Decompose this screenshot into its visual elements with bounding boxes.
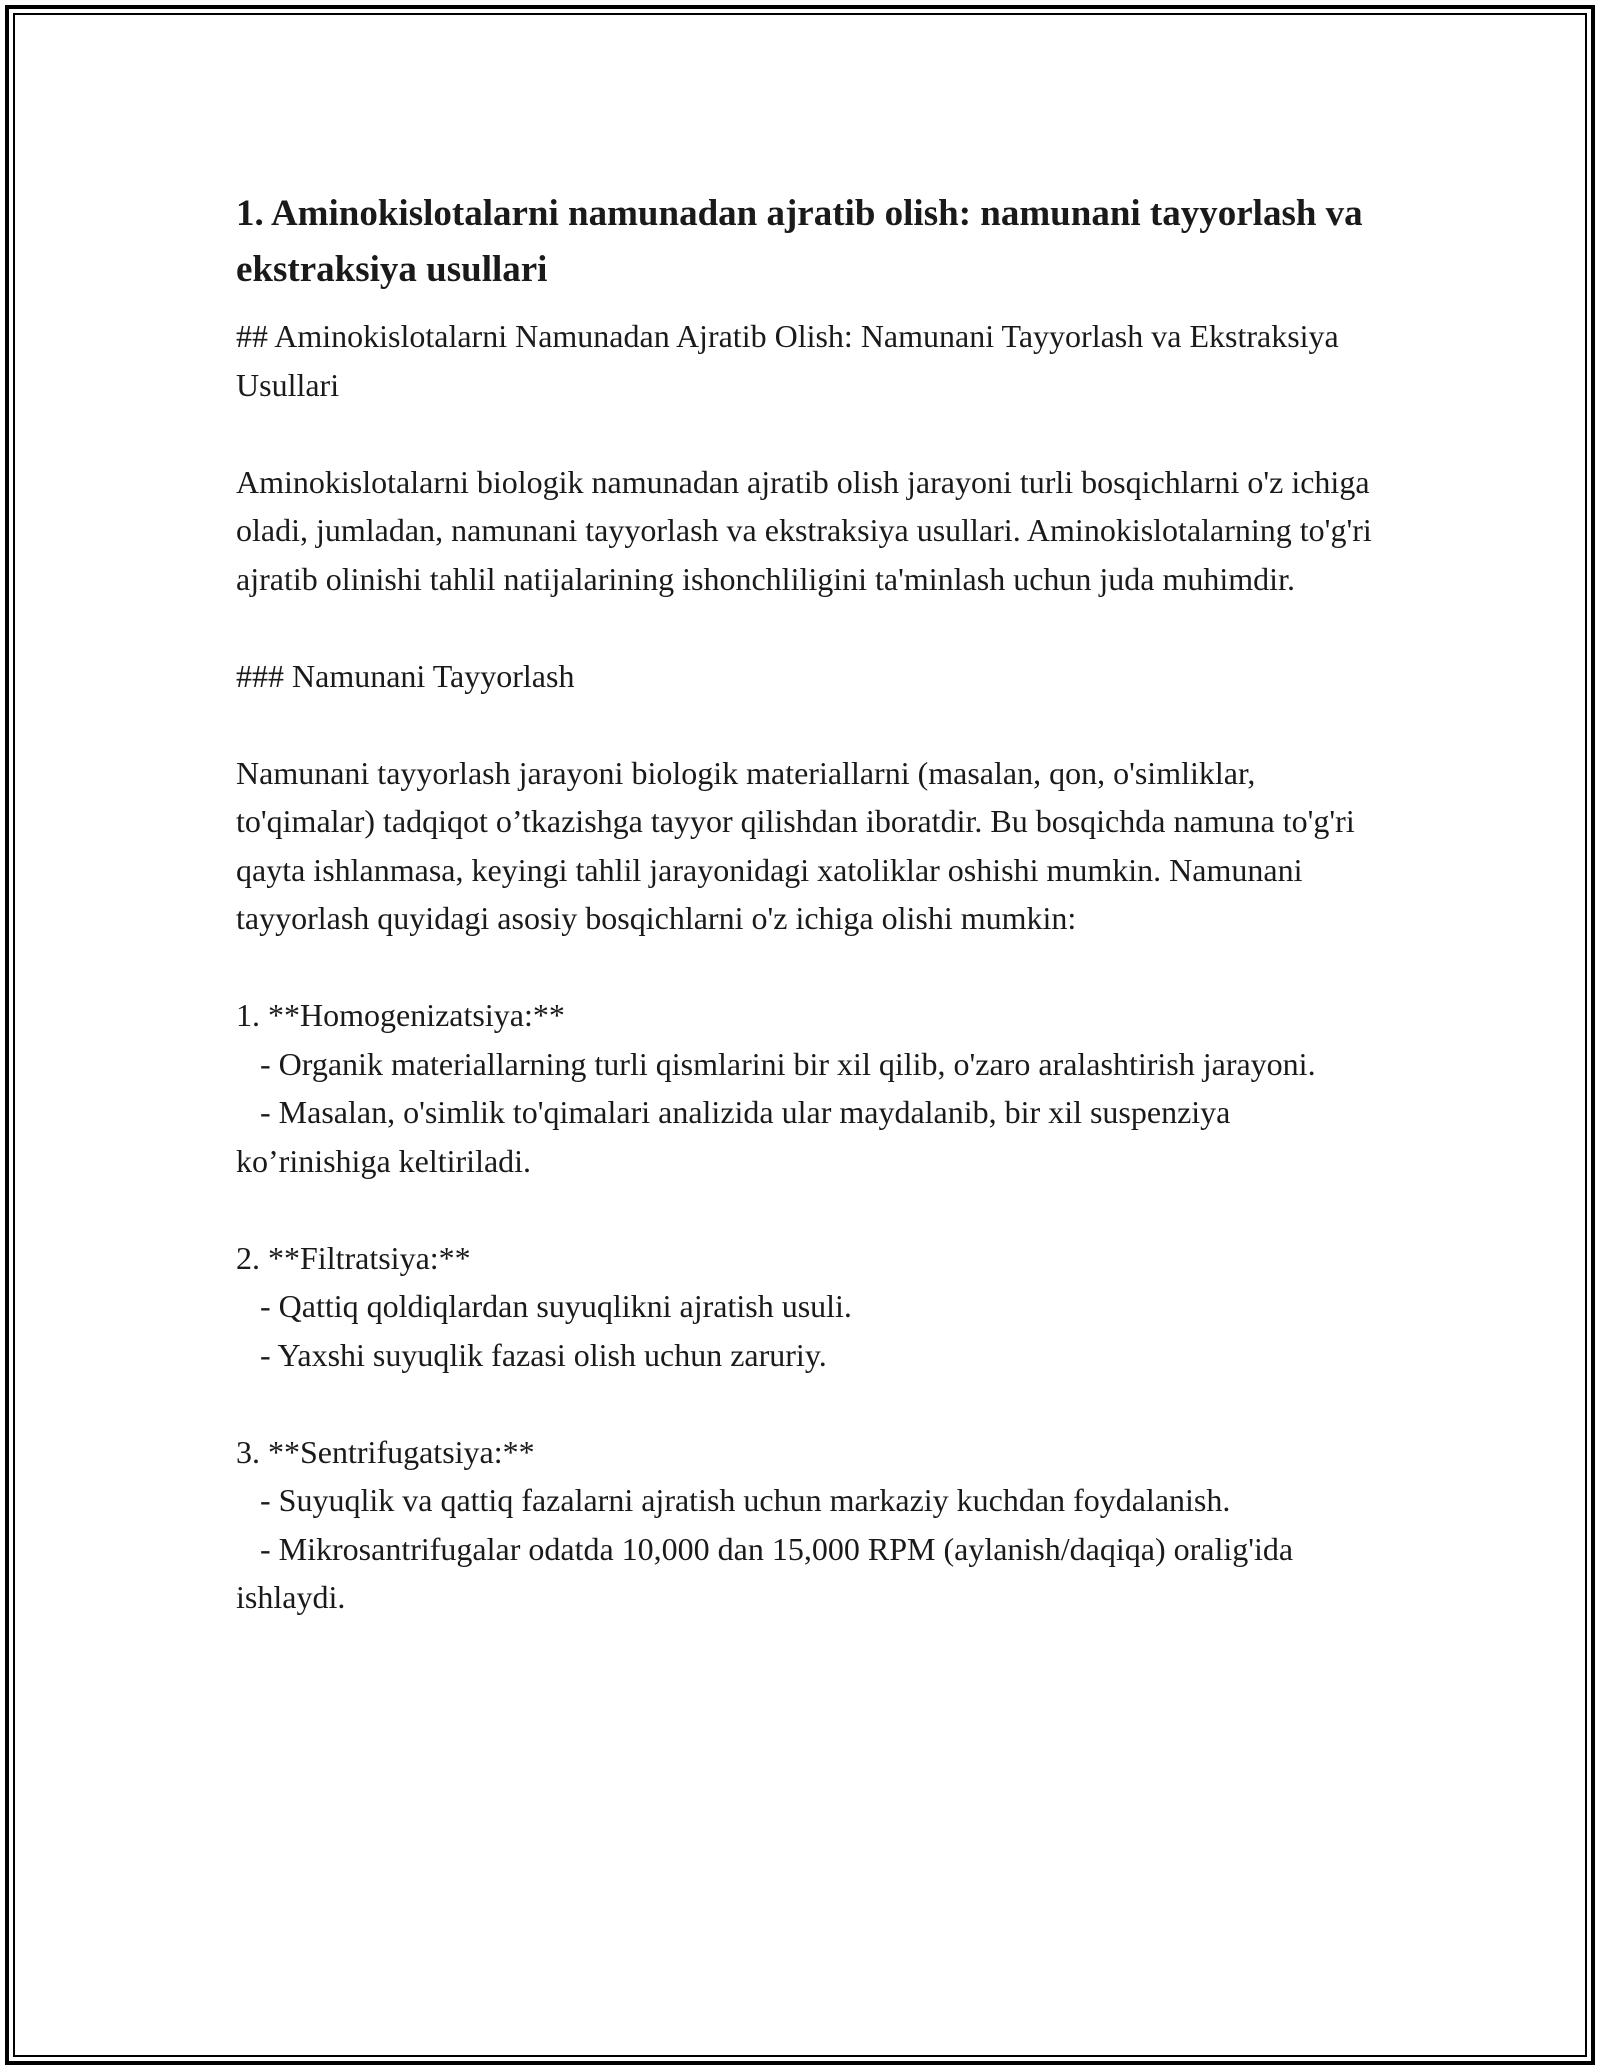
step-bullet: - Suyuqlik va qattiq fazalarni ajratish uchun markaziy kuchdan foydalanish. [236,1482,1231,1518]
step-heading: 2. **Filtratsiya:** [236,1239,471,1276]
intro-paragraph: Aminokislotalarni biologik namunadan ajratib olish jarayoni turli bosqichlarni o'z ichiga oladi, jumladan, namunani tayyorlash va ekstraksiya usullari. Aminokislotalarning to'g'ri ajratib olinishi tahlil natijalarining ishonchliligini ta'minlash uchun juda muhimdir. [236,463,1380,597]
step-list-item [236,1234,1376,1380]
preparation-paragraph: Namunani tayyorlash jarayoni biologik materiallarni (masalan, qon, o'simliklar, to'qimalar) tadqiqot o’tkazishga tayyor qilishdan iboratdir. Bu bosqichda namuna to'g'ri qayta ishlanmasa, keyingi tahlil jarayonidagi xatoliklar oshishi mumkin. Namunani tayyorlash quyidagi asosiy bosqichlarni o'z ichiga olishi mumkin: [236,754,1363,936]
section-heading-h3: ### Namunani Tayyorlash [236,657,575,694]
step-bullet: - Masalan, o'simlik to'qimalari analizida ular maydalanib, bir xil suspenziya ko’rinishiga keltiriladi. [236,1094,1239,1179]
step-heading: 3. **Sentrifugatsiya:** [236,1433,535,1470]
section-heading-h2: ## Aminokislotalarni Namunadan Ajratib Olish: Namunani Tayyorlash va Ekstraksiya Usullari [236,318,1347,403]
step-bullet: - Mikrosantrifugalar odatda 10,000 dan 15,000 RPM (aylanish/daqiqa) oralig'ida ishlaydi. [236,1530,1302,1615]
document-title: 1. Aminokislotalarni namunadan ajratib olish: namunani tayyorlash va ekstraksiya usullari [236,193,1363,290]
step-list-item [236,1428,1376,1622]
step-bullet: - Qattiq qoldiqlardan suyuqlikni ajratish usuli. [236,1288,852,1324]
step-bullet: - Organik materiallarning turli qismlarini bir xil qilib, o'zaro aralashtirish jarayoni. [236,1045,1316,1082]
step-heading: 1. **Homogenizatsiya:** [236,997,565,1033]
document-body [236,186,1380,1622]
step-bullet: - Yaxshi suyuqlik fazasi olish uchun zaruriy. [236,1336,827,1373]
step-list-item [236,991,1376,1185]
